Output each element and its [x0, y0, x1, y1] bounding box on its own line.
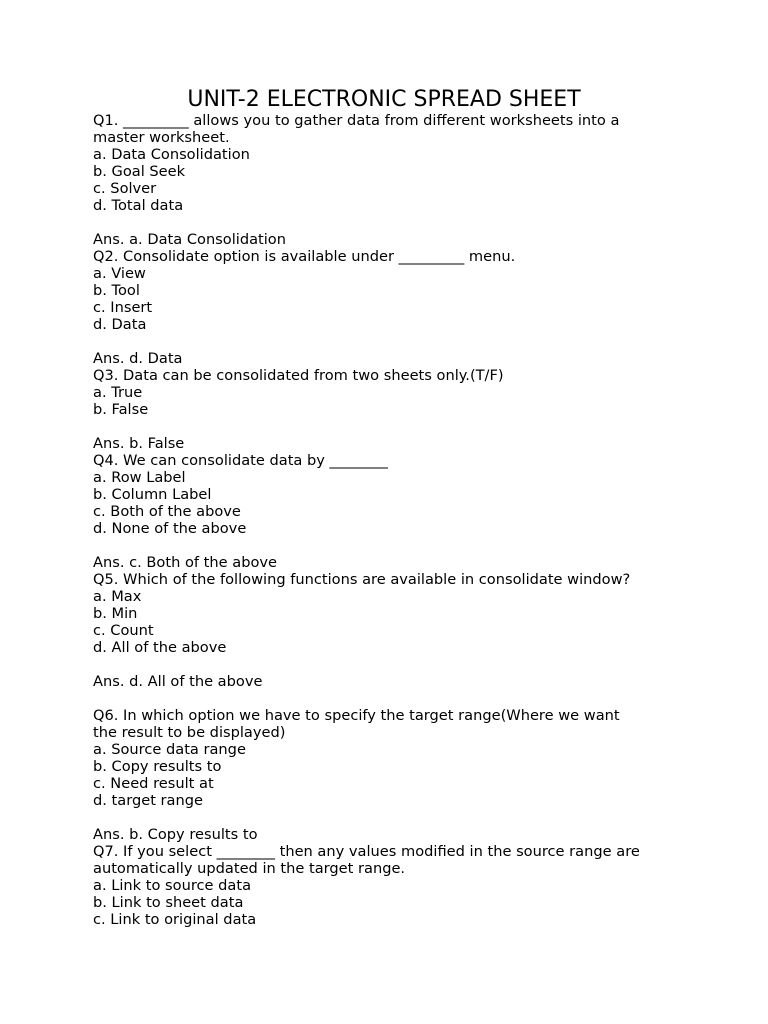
- q4-option-c: c. Both of the above: [93, 503, 241, 520]
- q4-question-line-1: Q4. We can consolidate data by ________: [93, 452, 388, 469]
- q4-option-b: b. Column Label: [93, 486, 212, 503]
- q3-answer: Ans. b. False: [93, 435, 185, 452]
- q2-answer: Ans. d. Data: [93, 350, 183, 367]
- q6-option-c: c. Need result at: [93, 775, 214, 792]
- q1-option-b: b. Goal Seek: [93, 163, 186, 180]
- q1-question-line-2: master worksheet.: [93, 129, 230, 146]
- spacer: [93, 656, 693, 673]
- spacer: [93, 214, 693, 231]
- spacer: [93, 537, 693, 554]
- q5-option-d: d. All of the above: [93, 639, 227, 656]
- q6-question-line-1: Q6. In which option we have to specify the target range(Where we want: [93, 707, 620, 724]
- page-title: UNIT-2 ELECTRONIC SPREAD SHEET: [187, 87, 581, 112]
- q6-option-b: b. Copy results to: [93, 758, 222, 775]
- spacer: [93, 333, 693, 350]
- q7-option-a: a. Link to source data: [93, 877, 252, 894]
- q7-option-b: b. Link to sheet data: [93, 894, 244, 911]
- q4-answer: Ans. c. Both of the above: [93, 554, 278, 571]
- q7-option-c: c. Link to original data: [93, 911, 257, 928]
- q2-option-c: c. Insert: [93, 299, 153, 316]
- q5-answer: Ans. d. All of the above: [93, 673, 263, 690]
- q2-option-d: d. Data: [93, 316, 147, 333]
- q1-option-a: a. Data Consolidation: [93, 146, 250, 163]
- q1-answer: Ans. a. Data Consolidation: [93, 231, 286, 248]
- question-list: [93, 112, 693, 928]
- q7-question-line-1: Q7. If you select ________ then any values modified in the source range are: [93, 843, 640, 860]
- q2-option-a: a. View: [93, 265, 146, 282]
- q1-option-d: d. Total data: [93, 197, 184, 214]
- spacer: [93, 809, 693, 826]
- q6-option-d: d. target range: [93, 792, 203, 809]
- spacer: [93, 418, 693, 435]
- q1-question-line-1: Q1. _________ allows you to gather data from different worksheets into a: [93, 112, 620, 129]
- q2-option-b: b. Tool: [93, 282, 140, 299]
- q4-option-d: d. None of the above: [93, 520, 247, 537]
- q7-question-line-2: automatically updated in the target range.: [93, 860, 406, 877]
- q1-option-c: c. Solver: [93, 180, 157, 197]
- q5-question-line-1: Q5. Which of the following functions are available in consolidate window?: [93, 571, 631, 588]
- q6-answer: Ans. b. Copy results to: [93, 826, 258, 843]
- q3-question-line-1: Q3. Data can be consolidated from two sheets only.(T/F): [93, 367, 504, 384]
- q2-question-line-1: Q2. Consolidate option is available under _________ menu.: [93, 248, 516, 265]
- q3-option-a: a. True: [93, 384, 143, 401]
- q5-option-b: b. Min: [93, 605, 138, 622]
- q5-option-c: c. Count: [93, 622, 154, 639]
- q4-option-a: a. Row Label: [93, 469, 186, 486]
- q5-option-a: a. Max: [93, 588, 142, 605]
- q3-option-b: b. False: [93, 401, 149, 418]
- spacer: [93, 690, 693, 707]
- q6-option-a: a. Source data range: [93, 741, 246, 758]
- q6-question-line-2: the result to be displayed): [93, 724, 286, 741]
